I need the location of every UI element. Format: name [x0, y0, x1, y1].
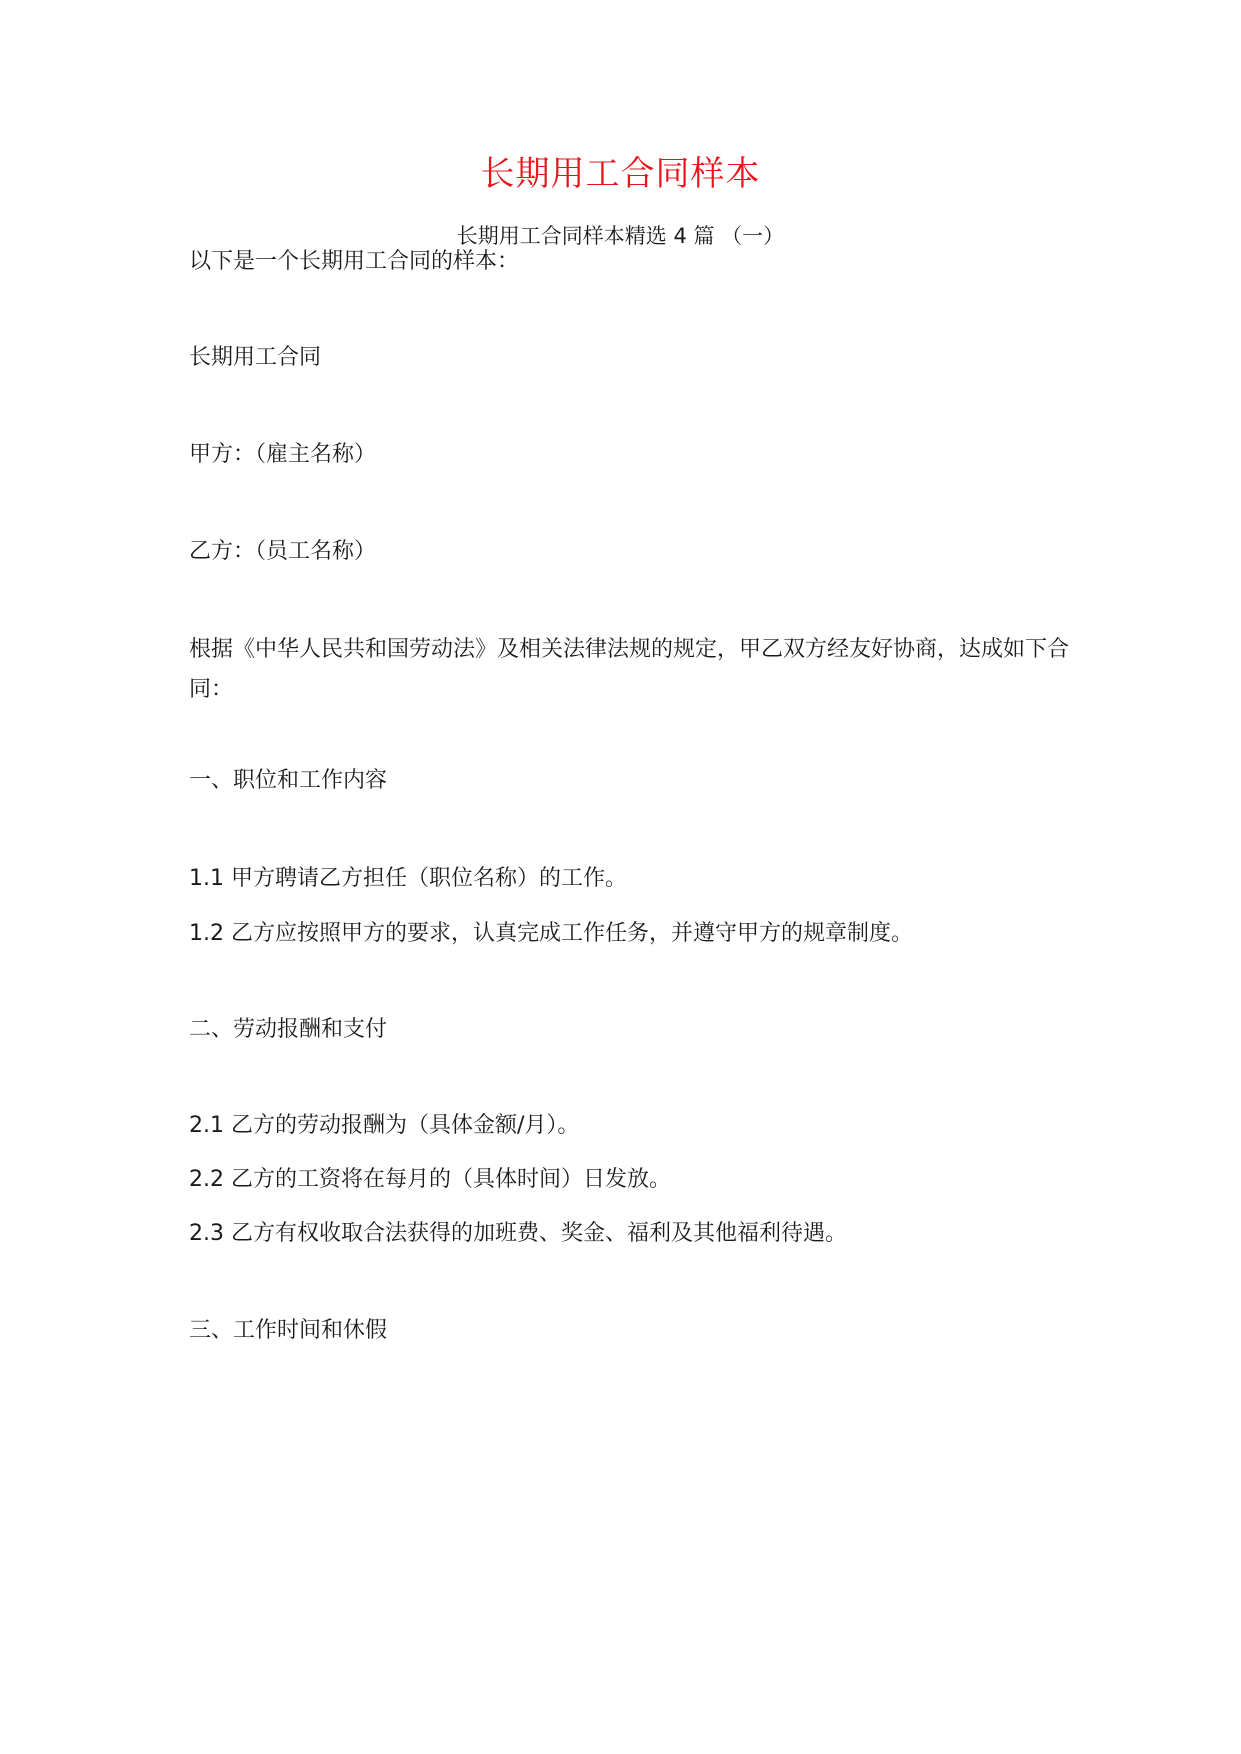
clause-1-1: 1.1 甲方聘请乙方担任（职位名称）的工作。 [189, 866, 627, 891]
document-subtitle: 长期用工合同样本精选 4 篇 （一） [456, 224, 785, 248]
clause-2-2: 2.2 乙方的工资将在每月的（具体时间）日发放。 [189, 1167, 671, 1192]
party-a-line: 甲方：（雇主名称） [189, 442, 377, 467]
preamble-paragraph: 根据《中华人民共和国劳动法》及相关法律法规的规定，甲乙双方经友好协商，达成如下合同： [189, 637, 1070, 702]
document-title: 长期用工合同样本 [480, 154, 761, 194]
clause-2-3: 2.3 乙方有权收取合法获得的加班费、奖金、福利及其他福利待遇。 [189, 1221, 847, 1246]
intro-text: 以下是一个长期用工合同的样本： [189, 249, 520, 274]
clause-1-2: 1.2 乙方应按照甲方的要求，认真完成工作任务，并遵守甲方的规章制度。 [189, 921, 913, 946]
party-b-line: 乙方：（员工名称） [189, 539, 377, 564]
section-1-heading: 一、职位和工作内容 [189, 768, 388, 793]
section-3-heading: 三、工作时间和休假 [189, 1318, 388, 1343]
clause-2-1: 2.1 乙方的劳动报酬为（具体金额/月）。 [189, 1113, 580, 1138]
section-2-heading: 二、劳动报酬和支付 [189, 1017, 388, 1042]
contract-heading: 长期用工合同 [189, 345, 322, 370]
